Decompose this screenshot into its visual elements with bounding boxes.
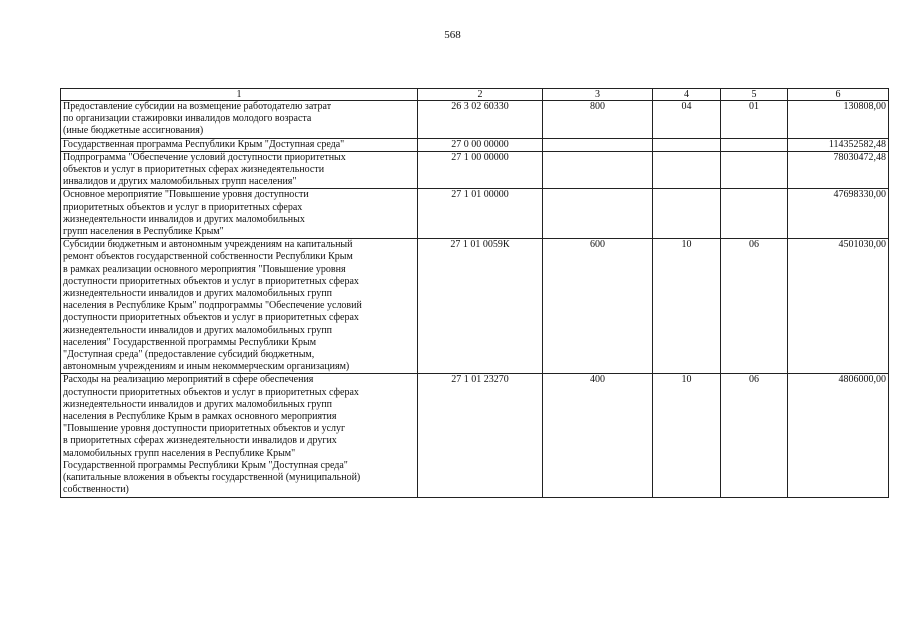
row-subsection-cell <box>721 138 788 151</box>
row-amount-cell: 4501030,00 <box>788 239 889 374</box>
row-amount-cell: 4806000,00 <box>788 374 889 497</box>
budget-table <box>60 88 889 498</box>
row-expense-type-cell: 600 <box>543 239 653 374</box>
row-code-cell: 27 1 01 00000 <box>418 189 543 239</box>
row-expense-type-cell <box>543 138 653 151</box>
row-subsection-cell: 06 <box>721 239 788 374</box>
column-header: 4 <box>653 89 721 101</box>
column-header: 6 <box>788 89 889 101</box>
row-section-cell: 10 <box>653 239 721 374</box>
row-code-cell: 27 1 00 00000 <box>418 151 543 189</box>
row-section-cell: 04 <box>653 101 721 139</box>
row-section-cell <box>653 189 721 239</box>
row-section-cell <box>653 138 721 151</box>
row-amount-cell: 47698330,00 <box>788 189 889 239</box>
header-row <box>61 89 889 101</box>
table-row <box>61 239 889 374</box>
row-expense-type-cell <box>543 189 653 239</box>
row-expense-type-cell <box>543 151 653 189</box>
row-expense-type-cell: 400 <box>543 374 653 497</box>
column-header: 5 <box>721 89 788 101</box>
row-code-cell: 26 3 02 60330 <box>418 101 543 139</box>
row-subsection-cell: 06 <box>721 374 788 497</box>
row-code-cell: 27 1 01 23270 <box>418 374 543 497</box>
row-code-cell: 27 0 00 00000 <box>418 138 543 151</box>
table-row <box>61 189 889 239</box>
column-header: 1 <box>61 89 418 101</box>
row-name-cell: Субсидии бюджетным и автономным учреждениям на капитальный ремонт объектов государственной собственности Республики Крым в рамках реализации основного мероприятия "Повышение уровня доступности приоритетных объектов и услуг в приоритетных сферах жизнедеятельности инвалидов и других маломобильных групп населения в Республике Крым" подпрограммы "Обеспечение условий доступности приоритетных объектов и услуг в приоритетных сферах жизнедеятельности инвалидов и других маломобильных групп населения" Государственной программы Республики Крым "Доступная среда" (предоставление субсидий бюджетным, автономным учреждениям и иным некоммерческим организациям) <box>61 239 418 374</box>
row-name-cell: Предоставление субсидии на возмещение работодателю затрат по организации стажировки инвалидов молодого возраста (иные бюджетные ассигнования) <box>61 101 418 139</box>
row-amount-cell: 78030472,48 <box>788 151 889 189</box>
row-section-cell: 10 <box>653 374 721 497</box>
row-subsection-cell <box>721 189 788 239</box>
table-row <box>61 138 889 151</box>
column-header: 3 <box>543 89 653 101</box>
page-number: 568 <box>444 29 461 41</box>
column-header: 2 <box>418 89 543 101</box>
row-name-cell: Подпрограмма "Обеспечение условий доступности приоритетных объектов и услуг в приоритетных сферах жизнедеятельности инвалидов и других маломобильных групп населения" <box>61 151 418 189</box>
table-row <box>61 374 889 497</box>
row-name-cell: Основное мероприятие "Повышение уровня доступности приоритетных объектов и услуг в приоритетных сферах жизнедеятельности инвалидов и других маломобильных групп населения в Республике Крым" <box>61 189 418 239</box>
row-code-cell: 27 1 01 0059К <box>418 239 543 374</box>
table-row <box>61 101 889 139</box>
row-section-cell <box>653 151 721 189</box>
row-amount-cell: 130808,00 <box>788 101 889 139</box>
row-name-cell: Государственная программа Республики Крым "Доступная среда" <box>61 138 418 151</box>
row-name-cell: Расходы на реализацию мероприятий в сфере обеспечения доступности приоритетных объектов и услуг в приоритетных сферах жизнедеятельности инвалидов и других маломобильных групп населения в Республике Крым в рамках основного мероприятия "Повышение уровня доступности приоритетных объектов и услуг в приоритетных сферах жизнедеятельности инвалидов и других маломобильных групп населения в Республике Крым" Государственной программы Республики Крым "Доступная среда" (капитальные вложения в объекты государственной (муниципальной) собственности) <box>61 374 418 497</box>
row-subsection-cell <box>721 151 788 189</box>
row-subsection-cell: 01 <box>721 101 788 139</box>
row-amount-cell: 114352582,48 <box>788 138 889 151</box>
row-expense-type-cell: 800 <box>543 101 653 139</box>
table-row <box>61 151 889 189</box>
